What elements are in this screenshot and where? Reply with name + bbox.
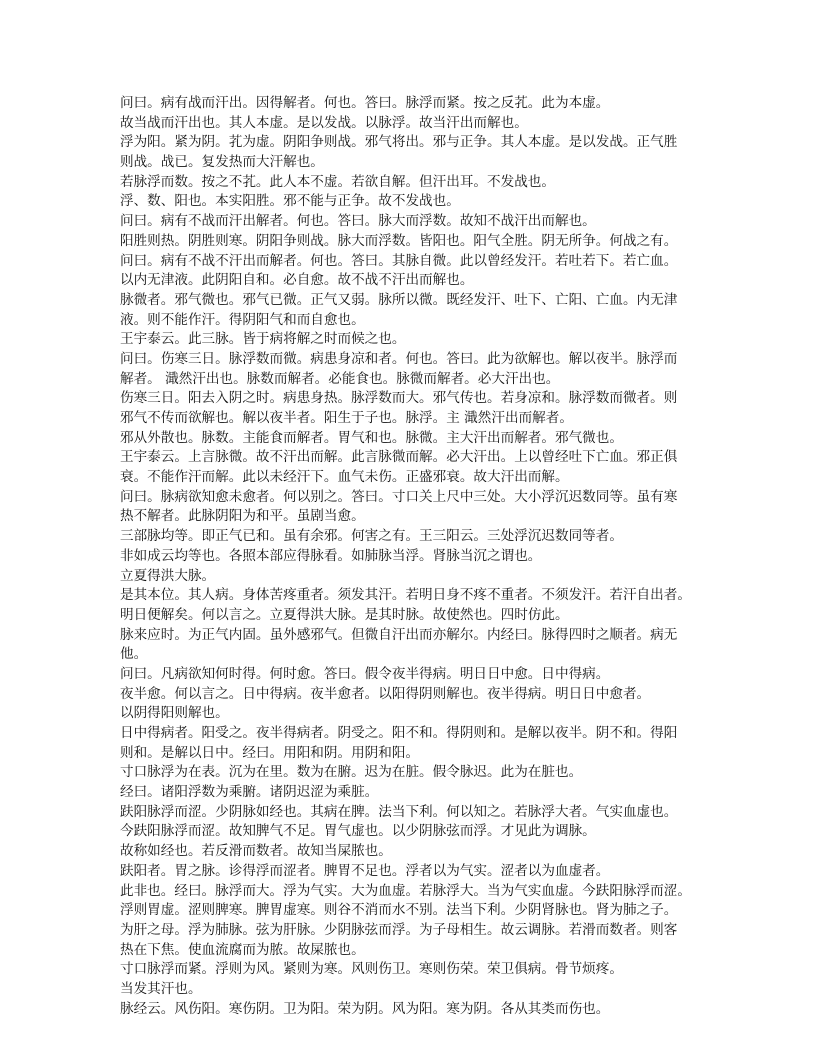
text-line: 是其本位。其人病。身体苦疼重者。须发其汗。若明日身不疼不重者。不须发汗。若汗自出者。: [120, 587, 691, 604]
text-line: 立夏得洪大脉。: [120, 567, 216, 584]
text-line: 脉微者。邪气微也。邪气已微。正气又弱。脉所以微。既经发汗、吐下、亡阳、亡血。内无津: [120, 291, 678, 308]
text-line: 王宇泰云。此三脉。皆于病将解之时而候之也。: [120, 331, 406, 348]
text-line: 问曰。脉病欲知愈未愈者。何以别之。答曰。寸口关上尺中三处。大小浮沉迟数同等。虽有寒: [120, 488, 678, 505]
text-line: 脉经云。风伤阳。寒伤阴。卫为阳。荣为阴。风为阳。寒为阴。各从其类而伤也。: [120, 1000, 610, 1017]
text-line: 浮为阳。紧为阴。芤为虚。阴阳争则战。邪气将出。邪与正争。其人本虚。是以发战。正气胜: [120, 134, 678, 151]
text-line: 日中得病者。阳受之。夜半得病者。阴受之。阳不和。得阴则和。是解以夜半。阴不和。得阳: [120, 725, 678, 741]
text-line: 以内无津液。此阴阳自和。必自愈。故不战不汗出而解也。: [120, 272, 474, 289]
text-line: 三部脉均等。即正气已和。虽有余邪。何害之有。王三阳云。三处浮沉迟数同等者。: [120, 528, 623, 545]
text-line: 明日便解矣。何以言之。立夏得洪大脉。是其时脉。故使然也。四时仿此。: [120, 606, 569, 623]
text-line: 解者。 濈然汗出也。脉数而解者。必能食也。脉微而解者。必大汗出也。: [120, 370, 560, 387]
text-line: 浮则胃虚。涩则脾寒。脾胃虚寒。则谷不消而水不别。法当下利。少阴肾脉也。肾为肺之子。: [120, 902, 678, 919]
text-line: 脉来应时。为正气内固。虽外感邪气。但微自汗出而亦解尔。内经曰。脉得四时之顺者。病无: [120, 626, 678, 643]
text-line: 趺阳者。胃之脉。诊得浮而涩者。脾胃不足也。浮者以为气实。涩者以为血虚者。: [120, 862, 610, 879]
text-line: 热在下焦。使血流腐而为脓。故屎脓也。: [120, 941, 365, 958]
text-line: 他。: [120, 646, 148, 663]
text-line: 邪气不传而欲解也。解以夜半者。阳生于子也。脉浮。主 濈然汗出而解者。: [120, 410, 573, 426]
text-line: 夜半愈。何以言之。日中得病。夜半愈者。以阳得阴则解也。夜半得病。明日日中愈者。: [120, 685, 651, 702]
text-line: 若脉浮而数。按之不芤。此人本不虚。若欲自解。但汗出耳。不发战也。: [120, 173, 555, 190]
text-line: 则战。战已。复发热而大汗解也。: [120, 154, 324, 171]
text-line: 热不解者。此脉阴阳为和平。虽剧当愈。: [120, 508, 365, 525]
document-body: [120, 94, 704, 1019]
text-line: 问曰。病有不战而汗出解者。何也。答曰。脉大而浮数。故知不战汗出而解也。: [120, 213, 596, 230]
text-line: 为肝之母。浮为肺脉。弦为肝脉。少阴脉弦而浮。为子母相生。故云调脉。若滑而数者。则客: [120, 921, 678, 938]
text-line: 当发其汗也。: [120, 980, 202, 997]
text-line: 趺阳脉浮而涩。少阴脉如经也。其病在脾。法当下利。何以知之。若脉浮大者。气实血虚也。: [120, 803, 678, 820]
text-line: 故称如经也。若反滑而数者。故知当屎脓也。: [120, 843, 392, 860]
text-line: 问曰。凡病欲知何时得。何时愈。答曰。假令夜半得病。明日日中愈。日中得病。: [120, 665, 610, 682]
text-line: 则和。是解以日中。经曰。用阳和阴。用阴和阳。: [120, 744, 420, 761]
text-line: 阳胜则热。阴胜则寒。阴阳争则战。脉大而浮数。皆阳也。阳气全胜。阴无所争。何战之有。: [120, 232, 678, 249]
text-line: 邪从外散也。脉数。主能食而解者。胃气和也。脉微。主大汗出而解者。邪气微也。: [120, 429, 623, 446]
text-line: 王宇泰云。上言脉微。故不汗出而解。此言脉微而解。必大汗出。上以曾经吐下亡血。邪正俱: [120, 449, 678, 466]
text-line: 今趺阳脉浮而涩。故知脾气不足。胃气虚也。以少阴脉弦而浮。才见此为调脉。: [120, 823, 596, 840]
text-line: 问曰。伤寒三日。脉浮数而微。病患身凉和者。何也。答曰。此为欲解也。解以夜半。脉浮而: [120, 350, 678, 367]
text-line: 浮、数、阳也。本实阳胜。邪不能与正争。故不发战也。: [120, 193, 460, 210]
text-line: 问曰。病有战而汗出。因得解者。何也。答曰。脉浮而紧。按之反芤。此为本虚。: [120, 95, 610, 111]
text-line: 寸口脉浮为在表。沉为在里。数为在腑。迟为在脏。假令脉迟。此为在脏也。: [120, 764, 583, 781]
text-line: 此非也。经曰。脉浮而大。浮为气实。大为血虚。若脉浮大。当为气实血虚。今趺阳脉浮而涩。: [120, 882, 691, 899]
text-line: 经曰。诸阳浮数为乘腑。诸阴迟涩为乘脏。: [120, 784, 379, 801]
text-line: 伤寒三日。阳去入阴之时。病患身热。脉浮数而大。邪气传也。若身凉和。脉浮数而微者。则: [120, 390, 678, 407]
text-line: 寸口脉浮而紧。浮则为风。紧则为寒。风则伤卫。寒则伤荣。荣卫俱病。骨节烦疼。: [120, 961, 623, 978]
text-line: 衰。不能作汗而解。此以未经汗下。血气未伤。正盛邪衰。故大汗出而解。: [120, 469, 569, 486]
text-line: 液。则不能作汗。得阴阳气和而自愈也。: [120, 311, 365, 328]
text-line: 问曰。病有不战不汗出而解者。何也。答曰。其脉自微。此以曾经发汗。若吐若下。若亡血。: [120, 252, 678, 269]
text-line: 故当战而汗出也。其人本虚。是以发战。以脉浮。故当汗出而解也。: [120, 114, 528, 131]
text-line: 非如成云均等也。各照本部应得脉看。如肺脉当浮。肾脉当沉之谓也。: [120, 547, 542, 564]
text-line: 以阴得阳则解也。: [120, 705, 229, 722]
